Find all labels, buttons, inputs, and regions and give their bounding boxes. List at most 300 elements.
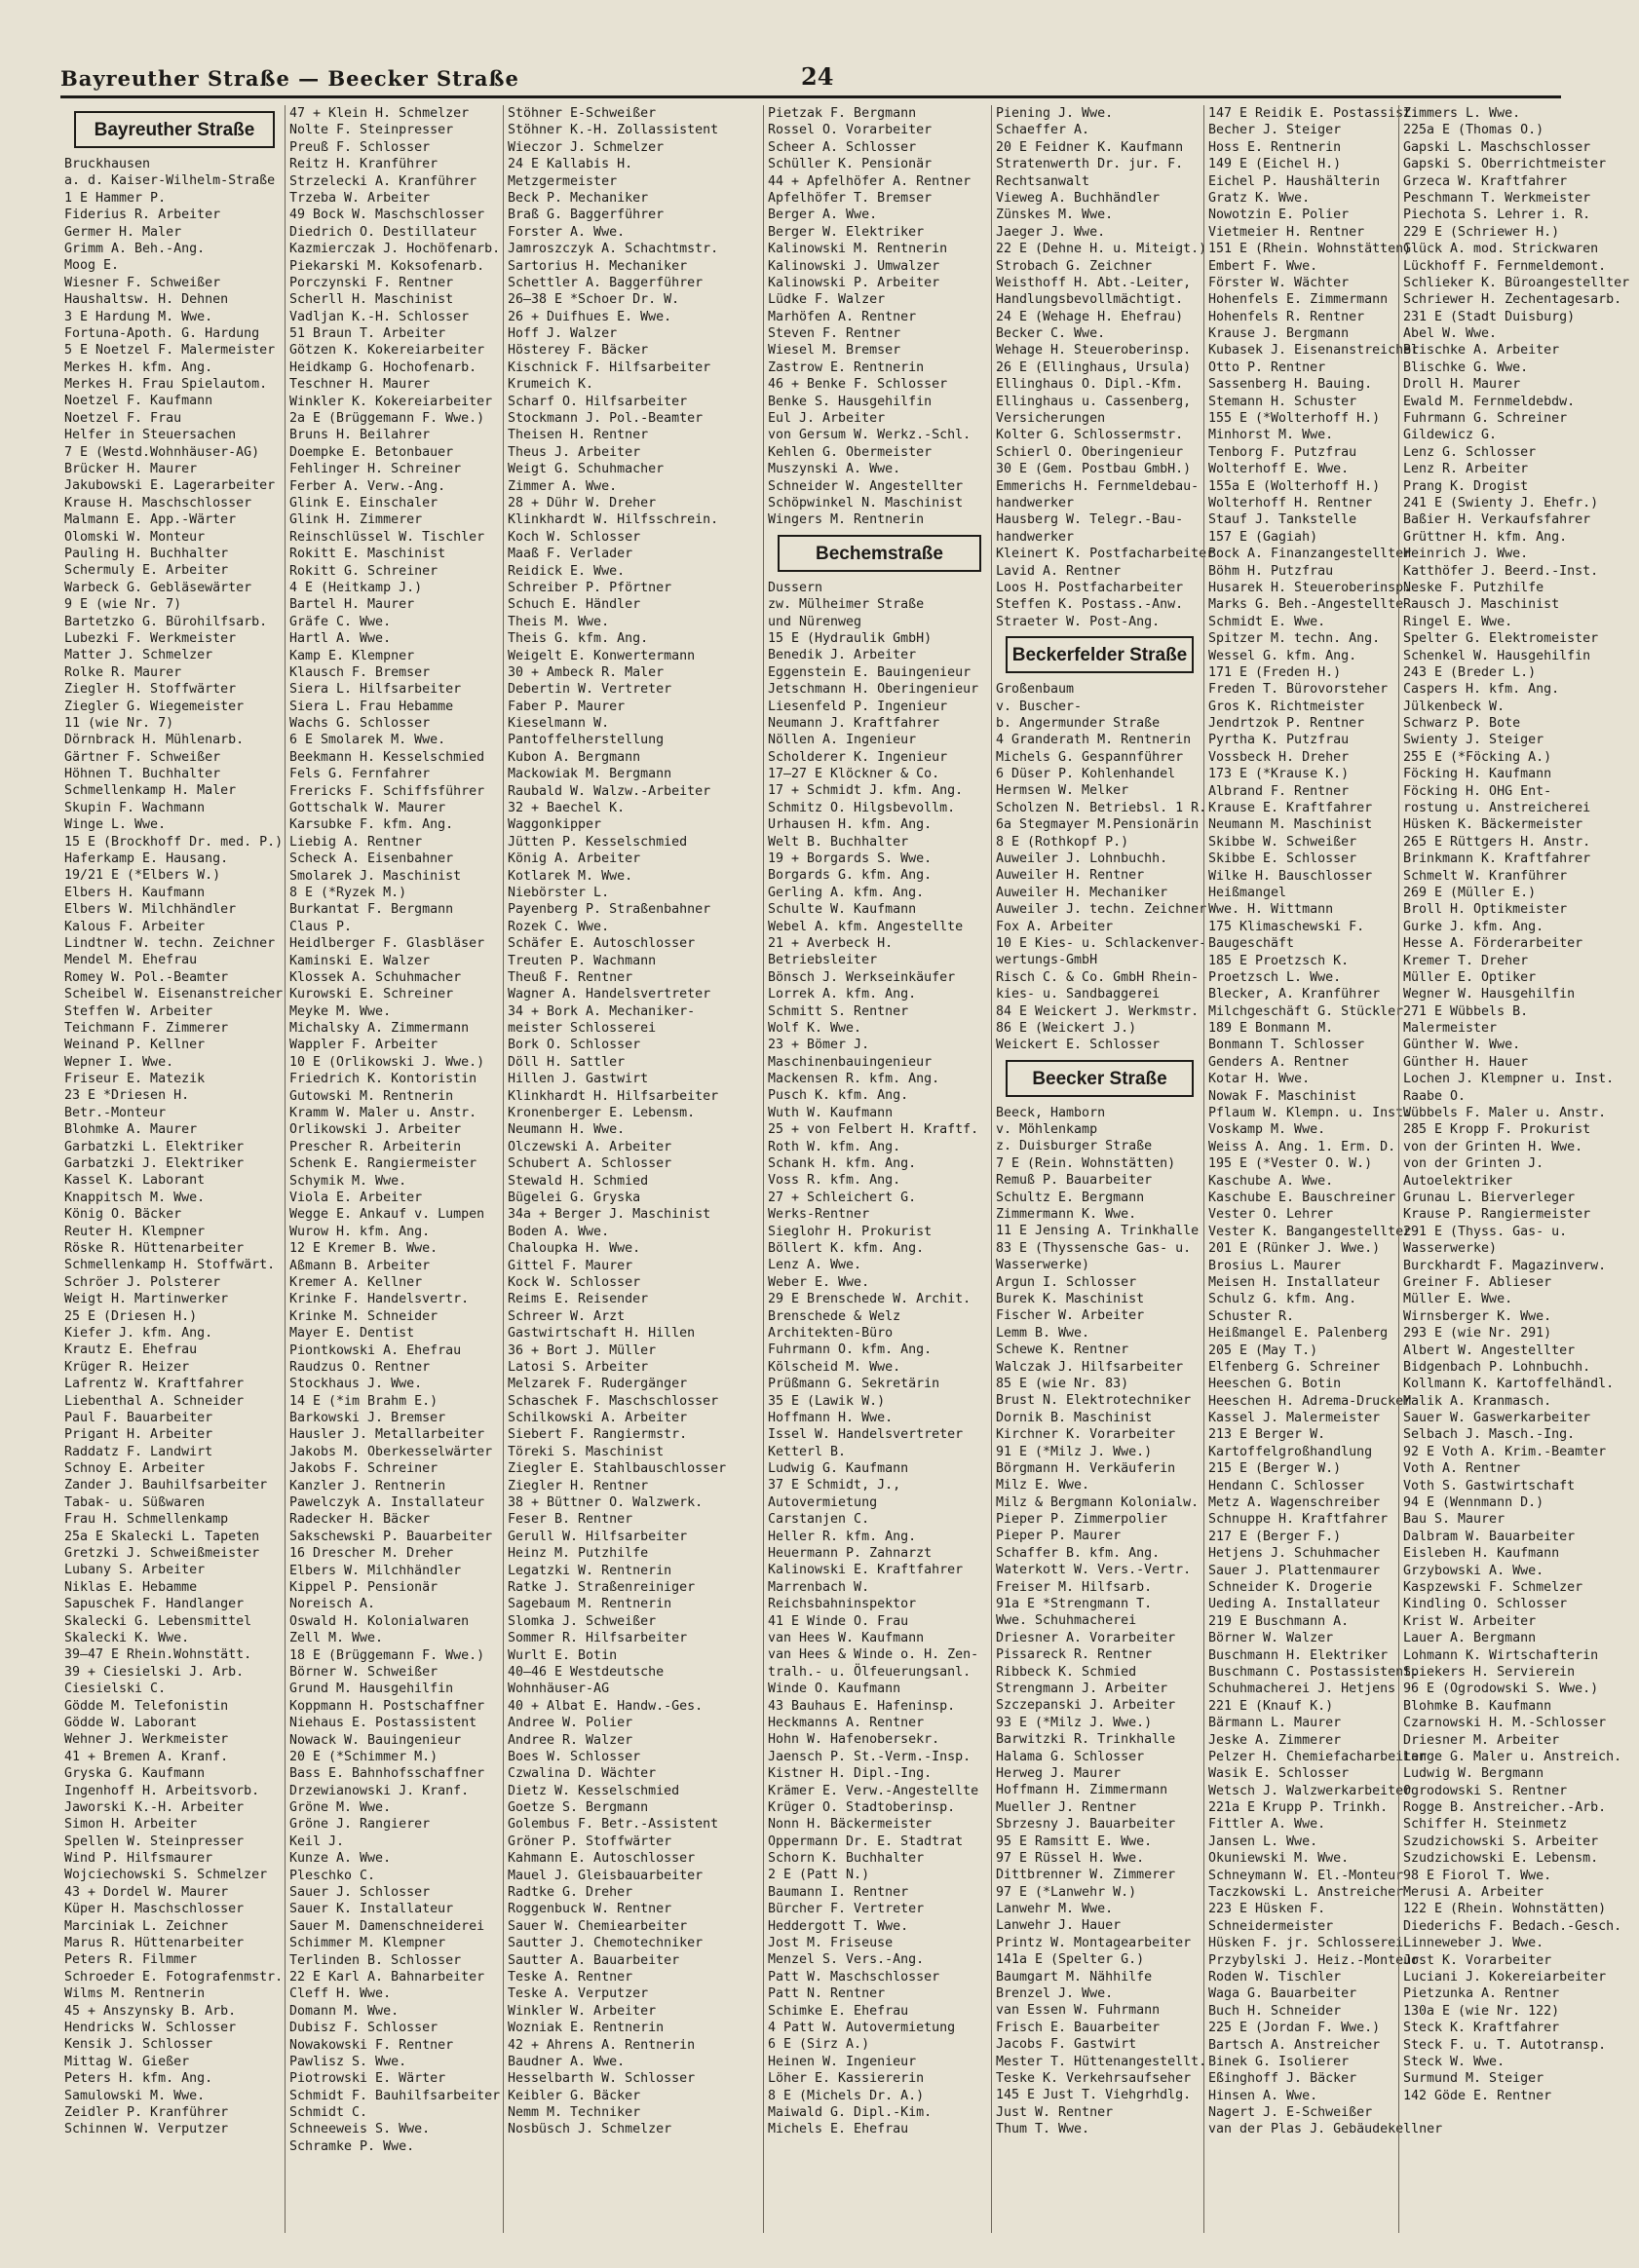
directory-entry: a. d. Kaiser-Wilhelm-Straße: [64, 173, 276, 189]
directory-entry: Goetze S. Bergmann: [508, 1800, 649, 1816]
directory-entry: Pieper P. Maurer: [996, 1529, 1122, 1544]
directory-entry: Ueding A. Installateur: [1208, 1597, 1381, 1612]
directory-entry: Döll H. Sattler: [508, 1054, 626, 1070]
directory-entry: Beekmann H. Kesselschmied: [289, 749, 485, 765]
directory-entry: Gröner P. Stoffwärter: [508, 1833, 672, 1849]
directory-entry: Teichmann F. Zimmerer: [64, 1020, 229, 1036]
column-5: [991, 105, 1215, 2233]
directory-entry: Prescher R. Arbeiterin: [289, 1139, 462, 1154]
directory-entry: Maschinenbauingenieur: [768, 1054, 933, 1070]
directory-entry: Niebörster L.: [508, 885, 610, 900]
directory-entry: Neumann M. Maschinist: [1208, 817, 1373, 833]
directory-entry: Elbers W. Milchhändler: [289, 1563, 462, 1578]
directory-entry: Wilke H. Bauschlosser: [1208, 868, 1373, 884]
directory-entry: Preuß F. Schlosser: [289, 139, 431, 155]
directory-entry: Jansen L. Wwe.: [1208, 1833, 1318, 1849]
directory-entry: Schriewer H. Zechentagesarb.: [1403, 292, 1622, 308]
directory-entry: Siebert F. Rangiermstr.: [508, 1427, 688, 1443]
directory-entry: Szczepanski J. Arbeiter: [996, 1698, 1176, 1714]
directory-entry: 85 E (wie Nr. 83): [996, 1376, 1129, 1391]
directory-entry: Eisleben H. Kaufmann: [1403, 1546, 1560, 1562]
directory-entry: Weiss A. Ang. 1. Erm. D.: [1208, 1139, 1396, 1154]
directory-entry: Hendricks W. Schlosser: [64, 2020, 237, 2035]
directory-entry: Sieglohr H. Prokurist: [768, 1224, 933, 1239]
directory-entry: Ellinghaus u. Cassenberg,: [996, 394, 1192, 409]
directory-entry: 28 + Dühr W. Dreher: [508, 495, 657, 510]
directory-entry: Architekten-Büro: [768, 1325, 894, 1341]
directory-entry: Porczynski F. Rentner: [289, 275, 454, 290]
directory-entry: Webel A. kfm. Angestellte: [768, 919, 964, 934]
directory-entry: Fittler A. Wwe.: [1208, 1817, 1326, 1833]
directory-entry: Schneider K. Drogerie: [1208, 1579, 1373, 1595]
directory-entry: Feser B. Rentner: [508, 1512, 633, 1528]
directory-entry: von Gersum W. Werkz.-Schl.: [768, 428, 972, 443]
directory-entry: Ogrodowski S. Rentner: [1403, 1783, 1568, 1798]
directory-entry: Kalinowski P. Arbeiter: [768, 275, 940, 290]
directory-entry: Hohn W. Hafenobersekr.: [768, 1732, 940, 1748]
directory-entry: Auweiler J. Lohnbuchh.: [996, 851, 1168, 867]
directory-entry: Garbatzki J. Elektriker: [64, 1156, 245, 1172]
directory-entry: Merkes H. Frau Spielautom.: [64, 377, 268, 393]
directory-entry: Zimmermann K. Wwe.: [996, 1207, 1137, 1223]
directory-entry: Bärmann L. Maurer: [1208, 1716, 1342, 1731]
directory-entry: Milz & Bergmann Kolonialw.: [996, 1494, 1200, 1510]
directory-entry: Klausch F. Bremser: [289, 664, 431, 680]
directory-entry: Scherll H. Maschinist: [289, 292, 454, 308]
directory-entry: Weisthoff H. Abt.-Leiter,: [996, 275, 1192, 290]
directory-entry: Schank H. kfm. Ang.: [768, 1156, 917, 1172]
directory-entry: Zimmers L. Wwe.: [1403, 106, 1521, 121]
directory-entry: 11 E Jensing A. Trinkhalle: [996, 1224, 1200, 1239]
directory-entry: Boes W. Schlosser: [508, 1749, 641, 1764]
directory-entry: Gapski S. Oberrichtmeister: [1403, 157, 1607, 172]
directory-entry: Auweiler J. techn. Zeichner: [996, 902, 1207, 918]
directory-entry: tralh.- u. Ölfeuerungsanl.: [768, 1664, 972, 1680]
directory-entry: Brinkmann K. Kraftfahrer: [1403, 851, 1591, 867]
directory-entry: Frericks F. Schiffsführer: [289, 783, 485, 799]
directory-entry: Kalinowski E. Kraftfahrer: [768, 1563, 964, 1578]
directory-entry: Wozniak E. Rentnerin: [508, 2021, 665, 2036]
directory-entry: 44 + Apfelhöfer A. Rentner: [768, 173, 972, 189]
directory-entry: 255 E (*Föcking A.): [1403, 749, 1552, 765]
directory-entry: Dubisz F. Schlosser: [289, 2021, 438, 2036]
directory-entry: Olomski W. Monteur: [64, 529, 206, 545]
directory-entry: Stockmann J. Pol.-Beamter: [508, 411, 704, 427]
directory-entry: 7 E (Rein. Wohnstätten): [996, 1155, 1176, 1171]
directory-entry: Frisch E. Bauarbeiter: [996, 2020, 1161, 2035]
directory-entry: Schramke P. Wwe.: [289, 2138, 415, 2154]
directory-entry: Teske K. Verkehrsaufseher: [996, 2070, 1192, 2086]
directory-entry: Schnoy E. Arbeiter: [64, 1461, 206, 1477]
directory-entry: Bügelei G. Gryska: [508, 1191, 641, 1205]
directory-entry: Metz A. Wagenschreiber: [1208, 1495, 1381, 1511]
directory-entry: Sauer W. Gaswerkarbeiter: [1403, 1411, 1591, 1426]
directory-entry: Germer H. Maler: [64, 224, 182, 240]
directory-entry: 17—27 E Klöckner & Co.: [768, 767, 940, 782]
directory-entry: Lanwehr M. Wwe.: [996, 1902, 1114, 1917]
directory-entry: Kieselmann W.: [508, 716, 610, 732]
directory-entry: 20 E (*Schimmer M.): [289, 1749, 438, 1764]
directory-entry: Krause H. Maschschlosser: [64, 495, 252, 510]
directory-entry: 229 E (Schriewer H.): [1403, 224, 1560, 240]
directory-entry: Gratz K. Wwe.: [1208, 190, 1311, 206]
directory-entry: 269 E (Müller E.): [1403, 885, 1537, 900]
column-3: [503, 105, 763, 2233]
directory-entry: Kremer T. Dreher: [1403, 953, 1529, 968]
directory-entry: 189 E Bonmann M.: [1208, 1021, 1334, 1037]
directory-entry: Klinkhardt W. Hilfsschrein.: [508, 512, 719, 528]
directory-entry: 2 E (Patt N.): [768, 1868, 870, 1883]
directory-entry: 21 + Averbeck H.: [768, 935, 894, 951]
directory-entry: Baugeschäft: [1208, 936, 1295, 952]
page-number: 24: [801, 62, 834, 91]
directory-entry: Peschmann T. Werkmeister: [1403, 190, 1591, 206]
directory-entry: Kremer A. Kellner: [289, 1274, 423, 1290]
directory-entry: Binek G. Isolierer: [1208, 2054, 1350, 2069]
directory-entry: Keil J.: [289, 1833, 345, 1849]
directory-entry: Jaensch P. St.-Verm.-Insp.: [768, 1749, 972, 1764]
directory-entry: Spelter G. Elektromeister: [1403, 631, 1599, 647]
directory-entry: Stewald H. Schmied: [508, 1173, 649, 1189]
directory-entry: Argun I. Schlosser: [996, 1274, 1137, 1290]
directory-entry: Klossek A. Schuhmacher: [289, 969, 462, 985]
directory-entry: Carstanjen C.: [768, 1512, 870, 1528]
directory-entry: 29 E Brenschede W. Archit.: [768, 1292, 972, 1307]
directory-entry: Reuter H. Klempner: [64, 1224, 206, 1239]
directory-entry: Katthöfer J. Beerd.-Inst.: [1403, 563, 1599, 579]
directory-entry: Heidlberger F. Glasbläser: [289, 936, 485, 952]
directory-entry: Dornik B. Maschinist: [996, 1410, 1153, 1425]
directory-entry: Schilkowski A. Arbeiter: [508, 1411, 688, 1426]
street-heading: Beecker Straße: [1006, 1060, 1194, 1097]
directory-entry: Pauling H. Buchhalter: [64, 546, 229, 561]
directory-entry: Heckmanns A. Rentner: [768, 1715, 925, 1730]
directory-entry: Nowotzin E. Polier: [1208, 208, 1350, 223]
directory-entry: Diederichs F. Bedach.-Gesch.: [1403, 1918, 1622, 1934]
directory-entry: Jakobs M. Oberkesselwärter: [289, 1444, 493, 1459]
directory-entry: Siera L. Hilfsarbeiter: [289, 682, 462, 698]
directory-entry: Noetzel F. Frau: [64, 410, 182, 426]
directory-entry: Treuten P. Wachmann: [508, 953, 657, 968]
directory-entry: 217 E (Berger F.): [1208, 1529, 1342, 1544]
directory-entry: 171 E (Freden H.): [1208, 664, 1342, 680]
directory-entry: rostung u. Anstreicherei: [1403, 801, 1591, 816]
directory-entry: Grzybowski A. Wwe.: [1403, 1563, 1544, 1578]
directory-entry: Fuhrmann G. Schreiner: [1403, 411, 1568, 427]
directory-entry: Blecker, A. Kranführer: [1208, 987, 1381, 1002]
directory-entry: Hohenfels R. Rentner: [1208, 309, 1365, 324]
directory-entry: Malermeister: [1403, 1021, 1498, 1037]
directory-entry: Abel W. Wwe.: [1403, 326, 1498, 342]
directory-entry: Forster A. Wwe.: [508, 224, 626, 240]
directory-entry: Wiesel M. Bremser: [768, 343, 901, 359]
directory-entry: Kunze A. Wwe.: [289, 1851, 392, 1867]
directory-entry: Malik A. Kranmasch.: [1403, 1393, 1552, 1409]
directory-entry: Waga G. Bauarbeiter: [1208, 1986, 1357, 2002]
directory-entry: Elbers H. Kaufmann: [64, 885, 206, 900]
directory-entry: Hüsken F. jr. Schlosserei: [1208, 1936, 1404, 1951]
directory-entry: 39—47 E Rhein.Wohnstätt.: [64, 1647, 252, 1663]
directory-entry: Jendrtzok P. Rentner: [1208, 716, 1365, 732]
directory-entry: Maiwald G. Dipl.-Kim.: [768, 2104, 933, 2120]
directory-entry: Niehaus E. Postassistent: [289, 1716, 477, 1731]
directory-entry: Gretzki J. Schweißmeister: [64, 1546, 260, 1562]
directory-entry: Piontkowski A. Ehefrau: [289, 1342, 462, 1358]
directory-entry: 10 E (Orlikowski J. Wwe.): [289, 1054, 485, 1070]
directory-entry: Hartl A. Wwe.: [289, 631, 392, 647]
directory-entry: van Hees & Winde o. H. Zen-: [768, 1647, 979, 1663]
directory-entry: 47 + Klein H. Schmelzer: [289, 106, 470, 121]
directory-entry: Chaloupka H. Wwe.: [508, 1241, 641, 1257]
directory-entry: Steffen W. Arbeiter: [64, 1003, 213, 1019]
directory-entry: Marhöfen A. Rentner: [768, 309, 917, 324]
directory-entry: 221 E (Knauf K.): [1208, 1698, 1334, 1714]
directory-entry: Haushaltsw. H. Dehnen: [64, 292, 229, 308]
directory-entry: Gildewicz G.: [1403, 428, 1498, 443]
directory-entry: Sagebaum M. Rentnerin: [508, 1597, 672, 1612]
directory-entry: Strobach G. Zeichner: [996, 258, 1153, 274]
directory-entry: Schmitz O. Hilgsbevollm.: [768, 800, 956, 815]
directory-entry: Lohmann K. Wirtschafterin: [1403, 1647, 1599, 1663]
directory-entry: Niklas E. Hebamme: [64, 1579, 198, 1595]
directory-entry: Schuch E. Händler: [508, 597, 641, 613]
directory-entry: Scharf O. Hilfsarbeiter: [508, 394, 688, 409]
directory-entry: Reitz H. Kranführer: [289, 157, 438, 172]
directory-entry: Wurlt E. Botin: [508, 1647, 618, 1663]
directory-entry: 24 E Kallabis H.: [508, 157, 633, 172]
directory-entry: König A. Arbeiter: [508, 851, 641, 867]
directory-entry: Printz W. Montagearbeiter: [996, 1935, 1192, 1950]
directory-entry: Jetschmann H. Oberingenieur: [768, 682, 979, 698]
directory-entry: Wwe. Schuhmacherei: [996, 1613, 1137, 1629]
page-header: [60, 60, 1561, 99]
directory-entry: Greiner F. Ablieser: [1403, 1274, 1552, 1290]
directory-entry: Garbatzki L. Elektriker: [64, 1139, 245, 1154]
directory-entry: Weinand P. Kellner: [64, 1038, 206, 1053]
directory-entry: Schöpwinkel N. Maschinist: [768, 495, 964, 510]
directory-entry: 45 + Anszynsky B. Arb.: [64, 2003, 237, 2019]
columns: [60, 105, 1630, 2233]
directory-entry: Michels G. Gespannführer: [996, 749, 1184, 765]
directory-entry: Gittel F. Maurer: [508, 1258, 633, 1273]
directory-entry: Böllert K. kfm. Ang.: [768, 1241, 925, 1256]
directory-entry: Beeck, Hamborn: [996, 1105, 1106, 1120]
directory-entry: Tabak- u. Süßwaren: [64, 1494, 206, 1510]
directory-entry: 43 + Dordel W. Maurer: [64, 1884, 229, 1900]
directory-entry: Jaworski K.-H. Arbeiter: [64, 1799, 245, 1815]
directory-entry: Hesselbarth W. Schlosser: [508, 2071, 696, 2087]
directory-entry: Schroeder E. Fotografenmstr.: [64, 1969, 284, 1984]
directory-entry: Kalinowski M. Rentnerin: [768, 242, 948, 257]
directory-entry: Prüßmann G. Sekretärin: [768, 1377, 940, 1392]
directory-entry: Scholzen N. Betriebsl. 1 R.: [996, 800, 1207, 815]
directory-entry: Schröer J. Polsterer: [64, 1274, 221, 1290]
directory-entry: Scheer A. Schlosser: [768, 139, 917, 155]
directory-entry: Szudzichowski E. Lebensm.: [1403, 1851, 1599, 1867]
directory-entry: Reinschlüssel W. Tischler: [289, 529, 485, 545]
directory-entry: Burkantat F. Bergmann: [289, 902, 454, 918]
directory-entry: 23 + Bömer J.: [768, 1038, 870, 1053]
directory-entry: Schneeweis S. Wwe.: [289, 2122, 431, 2137]
directory-entry: Schmelt W. Kranführer: [1403, 868, 1568, 884]
directory-entry: Mackowiak M. Bergmann: [508, 767, 672, 782]
directory-entry: Neumann H. Wwe.: [508, 1122, 626, 1138]
directory-entry: Kahmann E. Autoschlosser: [508, 1851, 696, 1867]
directory-entry: Szudzichowski S. Arbeiter: [1403, 1833, 1599, 1849]
directory-entry: Kindling O. Schlosser: [1403, 1597, 1568, 1612]
directory-entry: 32 + Baechel K.: [508, 801, 626, 816]
directory-entry: Romey W. Pol.-Beamter: [64, 969, 229, 985]
directory-entry: Fehlinger H. Schreiner: [289, 462, 462, 477]
directory-entry: 39 + Ciesielski J. Arb.: [64, 1664, 245, 1680]
directory-entry: Marciniak L. Zeichner: [64, 1918, 229, 1934]
directory-entry: 37 E Schmidt, J.,: [768, 1478, 901, 1493]
directory-entry: 175 Klimaschewski F.: [1208, 919, 1365, 934]
directory-entry: Gapski L. Maschschlosser: [1403, 139, 1591, 155]
directory-entry: Kehlen G. Obermeister: [768, 444, 933, 460]
directory-entry: und Nürenweg: [768, 614, 862, 629]
directory-entry: Gottschalk W. Maurer: [289, 801, 446, 816]
directory-entry: Albert W. Angestellter: [1403, 1342, 1576, 1358]
directory-entry: Blischke G. Wwe.: [1403, 359, 1529, 375]
directory-entry: Föcking H. Kaufmann: [1403, 767, 1552, 782]
directory-entry: Gros K. Richtmeister: [1208, 699, 1365, 714]
directory-entry: 51 Braun T. Arbeiter: [289, 326, 446, 342]
directory-entry: Kurowski E. Schreiner: [289, 987, 454, 1002]
directory-entry: 201 E (Rünker J. Wwe.): [1208, 1241, 1381, 1257]
directory-entry: Raabe O.: [1403, 1088, 1467, 1104]
directory-entry: Dalbram W. Bauarbeiter: [1403, 1529, 1576, 1544]
directory-entry: Baudner A. Wwe.: [508, 2054, 626, 2069]
directory-entry: Merkes H. kfm. Ang.: [64, 359, 213, 375]
directory-entry: Meisen H. Installateur: [1208, 1274, 1381, 1290]
directory-entry: Wind P. Hilfsmaurer: [64, 1851, 213, 1867]
directory-entry: Herweg J. Maurer: [996, 1765, 1122, 1781]
column-1: [60, 105, 285, 2233]
directory-entry: Drzewianowski J. Kranf.: [289, 1783, 470, 1798]
directory-entry: Wieczor J. Schmelzer: [508, 139, 665, 155]
directory-entry: Frau H. Schmellenkamp: [64, 1512, 229, 1528]
directory-entry: Schorn K. Buchhalter: [768, 1851, 925, 1867]
directory-entry: Sauer M. Damenschneiderei: [289, 1918, 485, 1934]
column-4: [763, 105, 991, 2233]
directory-entry: Kanzler J. Rentnerin: [289, 1478, 446, 1493]
directory-entry: Hetjens J. Schuhmacher: [1208, 1546, 1381, 1562]
directory-entry: 195 E (*Vester O. W.): [1208, 1156, 1373, 1172]
directory-entry: Nowack W. Bauingenieur: [289, 1732, 462, 1748]
directory-entry: Loos H. Postfacharbeiter: [996, 580, 1184, 595]
directory-entry: Auweiler H. Rentner: [996, 868, 1145, 884]
directory-entry: Latosi S. Arbeiter: [508, 1359, 649, 1375]
directory-entry: Vieweg A. Buchhändler: [996, 190, 1161, 206]
directory-entry: Wagner A. Handelsvertreter: [508, 987, 711, 1002]
directory-entry: Hüsken K. Bäckermeister: [1403, 817, 1583, 833]
directory-entry: Grzeca W. Kraftfahrer: [1403, 173, 1568, 189]
directory-entry: Raubald W. Walzw.-Arbeiter: [508, 783, 711, 799]
directory-entry: Nemm M. Techniker: [508, 2105, 641, 2121]
directory-entry: Faber P. Maurer: [508, 699, 626, 714]
directory-entry: Großenbaum: [996, 682, 1075, 698]
directory-entry: Beck P. Mechaniker: [508, 190, 649, 206]
directory-entry: Dittbrenner W. Zimmerer: [996, 1868, 1176, 1883]
directory-entry: Krinke F. Handelsvertr.: [289, 1292, 470, 1307]
directory-entry: Pawlisz S. Wwe.: [289, 2054, 407, 2069]
directory-entry: Burckhardt F. Magazinverw.: [1403, 1258, 1607, 1273]
directory-entry: Hendann C. Schlosser: [1208, 1478, 1365, 1493]
directory-entry: 291 E (Thyss. Gas- u.: [1403, 1224, 1568, 1239]
directory-entry: Schreer W. Arzt: [508, 1308, 626, 1324]
directory-entry: Peters R. Filmmer: [64, 1952, 198, 1968]
directory-entry: Skibbe W. Schweißer: [1208, 834, 1357, 850]
directory-entry: Stauf J. Tankstelle: [1208, 512, 1357, 528]
directory-entry: 147 E Reidik E. Postassist.: [1208, 106, 1420, 121]
directory-entry: Theis G. kfm. Ang.: [508, 631, 649, 647]
directory-entry: Betriebsleiter: [768, 953, 878, 968]
directory-entry: Gärtner F. Schweißer: [64, 749, 221, 765]
directory-entry: Schneymann W. El.-Monteur: [1208, 1868, 1404, 1883]
directory-entry: Weigt H. Martinwerker: [64, 1292, 229, 1307]
directory-entry: 221a E Krupp P. Trinkh.: [1208, 1800, 1389, 1816]
directory-entry: Milchgeschäft G. Stückler: [1208, 1003, 1404, 1019]
directory-entry: Gröne J. Rangierer: [289, 1817, 431, 1833]
directory-entry: Günther H. Hauer: [1403, 1054, 1529, 1070]
directory-entry: van Hees W. Kaufmann: [768, 1630, 925, 1645]
directory-entry: Neske F. Putzhilfe: [1403, 580, 1544, 595]
directory-entry: Mackensen R. kfm. Ang.: [768, 1072, 940, 1087]
directory-entry: Kubasek J. Eisenanstreicher: [1208, 343, 1420, 359]
directory-entry: Barwitzki R. Trinkhalle: [996, 1732, 1176, 1748]
directory-entry: Boden A. Wwe.: [508, 1224, 610, 1239]
directory-entry: Kubon A. Bergmann: [508, 749, 641, 765]
directory-entry: Kistner H. Dipl.-Ing.: [768, 1766, 933, 1782]
directory-entry: Schiffer H. Steinmetz: [1403, 1817, 1568, 1833]
directory-entry: Hoffmann H. Wwe.: [768, 1410, 894, 1425]
directory-entry: 25 E (Driesen H.): [64, 1308, 198, 1324]
directory-entry: Haferkamp E. Hausang.: [64, 851, 229, 867]
directory-entry: 241 E (Swienty J. Ehefr.): [1403, 495, 1599, 510]
directory-entry: Zimmer A. Wwe.: [508, 478, 618, 494]
directory-entry: Eßinghoff J. Bäcker: [1208, 2071, 1357, 2087]
directory-entry: Lüdke F. Walzer: [768, 292, 886, 308]
directory-entry: Kotlarek M. Wwe.: [508, 868, 633, 884]
directory-entry: Steffen K. Postass.-Anw.: [996, 597, 1184, 613]
directory-entry: Liebenthal A. Schneider: [64, 1393, 245, 1409]
directory-entry: 42 + Ahrens A. Rentnerin: [508, 2037, 696, 2053]
directory-entry: Böhm H. Putzfrau: [1208, 563, 1334, 579]
directory-entry: Driesner A. Vorarbeiter: [996, 1630, 1176, 1645]
directory-entry: Czwalina D. Wächter: [508, 1766, 657, 1782]
directory-entry: Jacobs F. Gastwirt: [996, 2037, 1137, 2053]
directory-entry: 34a + Berger J. Maschinist: [508, 1207, 711, 1223]
directory-entry: 84 E Weickert J. Werkmstr.: [996, 1003, 1200, 1019]
directory-entry: Trzeba W. Arbeiter: [289, 190, 431, 206]
directory-entry: Lavid A. Rentner: [996, 563, 1122, 579]
directory-entry: Rokitt E. Maschinist: [289, 547, 446, 562]
directory-entry: Marrenbach W.: [768, 1579, 870, 1595]
directory-entry: Kaschube E. Bauschreiner: [1208, 1191, 1396, 1205]
directory-entry: Stemann H. Schuster: [1208, 394, 1357, 409]
directory-entry: Maaß F. Verlader: [508, 547, 633, 562]
directory-entry: 34 + Bork A. Mechaniker-: [508, 1003, 696, 1019]
directory-entry: Blischke A. Arbeiter: [1403, 343, 1560, 359]
directory-entry: Nosbüsch J. Schmelzer: [508, 2122, 672, 2137]
directory-entry: Spiekers H. Servierein: [1403, 1664, 1576, 1680]
directory-entry: Hausberg W. Telegr.-Bau-: [996, 512, 1184, 528]
directory-entry: Schimke E. Ehefrau: [768, 2003, 909, 2019]
directory-entry: Pflaum W. Klempn. u. Inst.: [1208, 1106, 1412, 1121]
directory-entry: Winde O. Kaufmann: [768, 1682, 901, 1697]
directory-entry: Weickert E. Schlosser: [996, 1038, 1161, 1053]
